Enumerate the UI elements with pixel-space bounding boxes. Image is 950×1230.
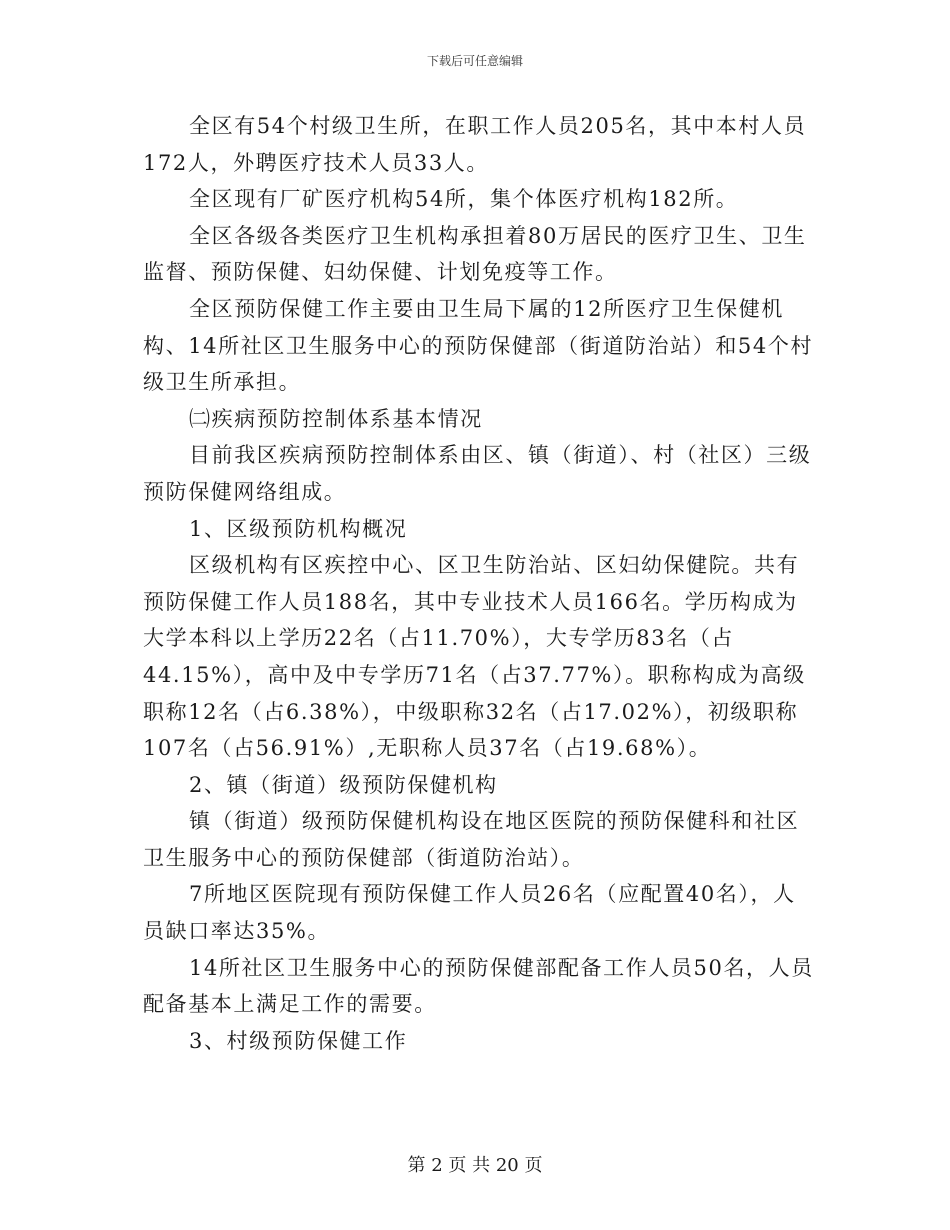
paragraph: 全区现有厂矿医疗机构54所，集个体医疗机构182所。 <box>189 187 739 212</box>
header-note: 下载后可任意编辑 <box>426 54 523 68</box>
paragraph: 7所地区医院现有预防保健工作人员26名（应配置40名），人员缺口率达35%。 <box>143 882 796 944</box>
section-heading: ㈡疾病预防控制体系基本情况 <box>189 406 483 431</box>
paragraph: 全区预防保健工作主要由卫生局下属的12所医疗卫生保健机构、14所社区卫生服务中心的预防保健部（街道防治站）和54个村级卫生所承担。 <box>143 296 814 395</box>
document-body <box>143 108 815 1059</box>
subsection-heading: 1、区级预防机构概况 <box>189 516 408 541</box>
paragraph: 镇（街道）级预防保健机构设在地区医院的预防保健科和社区卫生服务中心的预防保健部（街道防治站）。 <box>143 809 800 870</box>
paragraph: 目前我区疾病预防控制体系由区、镇（街道）、村（社区）三级预防保健网络组成。 <box>143 443 812 504</box>
paragraph: 全区有54个村级卫生所，在职工作人员205名，其中本村人员172人，外聘医疗技术人员33人。 <box>143 114 807 175</box>
paragraph: 区级机构有区疾控中心、区卫生防治站、区妇幼保健院。共有预防保健工作人员188名，其中专业技术人员166名。学历构成为大学本科以上学历22名（占11.70%），大专学历83名（占44.15%），高中及中专学历71名（占37.77%）。职称构成为高级职称12名（占6.38%），中级职称32名（占17.02%），初级职称107名（占56.91%）,无职称人员37名（占19.68%）。 <box>143 553 806 761</box>
paragraph: 14所社区卫生服务中心的预防保健部配备工作人员50名，人员配备基本上满足工作的需要。 <box>143 955 814 1017</box>
subsection-heading: 2、镇（街道）级预防保健机构 <box>189 772 498 797</box>
paragraph: 全区各级各类医疗卫生机构承担着80万居民的医疗卫生、卫生监督、预防保健、妇幼保健、计划免疫等工作。 <box>143 223 807 285</box>
subsection-heading: 3、村级预防保健工作 <box>189 1028 408 1053</box>
page-number: 第 2 页 共 20 页 <box>407 1155 543 1176</box>
